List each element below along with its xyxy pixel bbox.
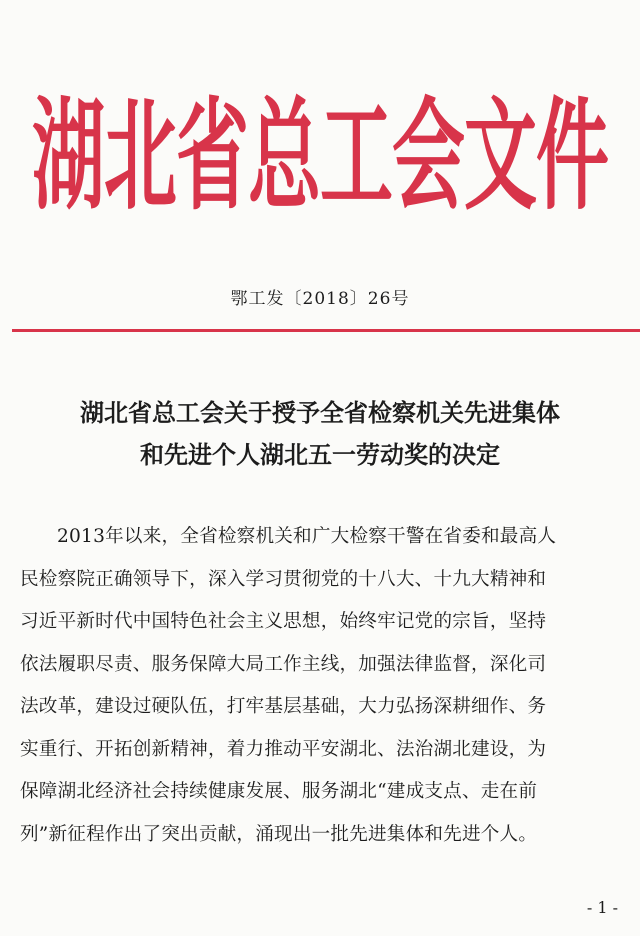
page-number: - 1 - [586,898,618,917]
body-line: 依法履职尽责、服务保障大局工作主线，加强法律监督，深化司 [20,653,547,675]
body-line: 法改革，建设过硬队伍，打牢基层基础，大力弘扬深耕细作、务 [20,696,547,717]
document-number: 鄂工发〔2018〕26号 [230,289,410,309]
body-line: 实重行、开拓创新精神，着力推动平安湖北、法治湖北建设，为 [20,738,547,760]
document-header [0,60,640,230]
body-line: 2013年以来，全省检察机关和广大检察干警在省委和最高人 [57,526,557,547]
document-title-line-1: 湖北省总工会关于授予全省检察机关先进集体 [80,399,560,427]
body-line: 保障湖北经济社会持续健康发展、服务湖北“建成支点、走在前 [20,781,538,802]
body-line: 习近平新时代中国特色社会主义思想，始终牢记党的宗旨，坚持 [20,611,547,632]
document-title-line-2: 和先进个人湖北五一劳动奖的决定 [140,441,500,469]
body-line: 民检察院正确领导下，深入学习贯彻党的十八大、十九大精神和 [20,568,547,590]
body-line: 列”新征程作出了突出贡献，涌现出一批先进集体和先进个人。 [20,823,538,845]
document-header-title: 湖北省总工会文件 [32,86,608,227]
document-body [20,516,632,856]
red-divider-line [12,329,640,332]
document-title [0,392,640,476]
